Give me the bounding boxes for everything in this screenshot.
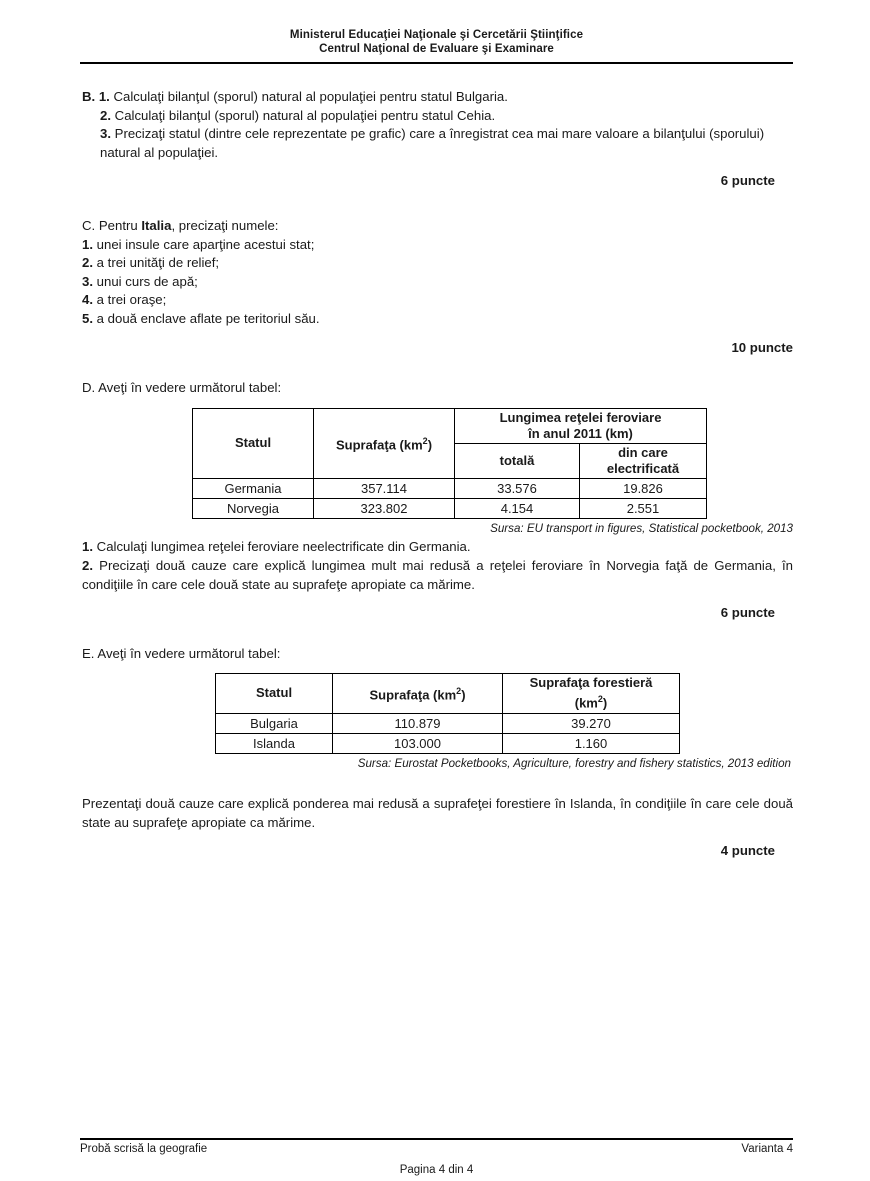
section-d-question-2 [82, 557, 793, 594]
section-c-item-2 [82, 254, 793, 273]
col-header-suprafata-exponent: 2 [456, 686, 462, 697]
cell-statul: Germania [193, 478, 314, 498]
table-railway-source: Sursa: EU transport in figures, Statistical pocketbook, 2013 [490, 521, 793, 535]
section-e-intro: E. Aveţi în vedere următorul tabel: [82, 645, 281, 661]
col-header-forestiera-unit: (km [574, 695, 598, 711]
col-header-forestiera-line-1: Suprafaţa forestieră [529, 675, 653, 691]
section-d-question-1-num: 1. [82, 539, 93, 555]
footer-top-row [80, 1143, 793, 1159]
footer-variant-label: Varianta 4 [741, 1143, 793, 1155]
col-header-statul: Statul [193, 408, 314, 478]
col-header-suprafata-exponent: 2 [422, 436, 428, 447]
cell-suprafata: 323.802 [314, 498, 455, 518]
cell-totala: 4.154 [455, 498, 580, 518]
section-d-question-1-text: Calculaţi lungimea reţelei feroviare neelectrificate din Germania. [93, 539, 471, 555]
section-c-item-5-text: a două enclave aflate pe teritoriul său. [93, 310, 320, 326]
exam-content [82, 88, 793, 861]
ministry-line-2: Centrul Naţional de Evaluare şi Examinare [319, 43, 554, 55]
spacer-e-prompt [82, 773, 793, 795]
table-railway-network [192, 408, 707, 519]
footer-page-number: Pagina 4 din 4 [399, 1164, 474, 1176]
cell-totala: 33.576 [455, 478, 580, 498]
section-c-item-2-text: a trei unităţi de relief; [93, 255, 220, 271]
footer-exam-label: Probă scrisă la geografie [80, 1143, 208, 1155]
section-c-intro-pre: C. Pentru [82, 217, 142, 233]
cell-suprafata: 103.000 [333, 733, 503, 753]
col-header-lungime-line-1: Lungimea reţelei feroviare [499, 409, 662, 425]
table-row [216, 713, 680, 733]
section-e [82, 645, 793, 861]
col-header-suprafata-close: ) [461, 687, 466, 703]
section-c-item-1-num: 1. [82, 236, 93, 252]
section-c-item-2-num: 2. [82, 255, 93, 271]
section-c [82, 217, 793, 357]
col-header-electrificata-line-2: electrificată [606, 460, 680, 476]
section-b [82, 88, 793, 191]
section-b-label: B. 1. [82, 89, 110, 104]
cell-suprafata: 110.879 [333, 713, 503, 733]
page-footer [80, 1143, 793, 1176]
section-c-intro [82, 217, 793, 236]
section-c-item-3 [82, 273, 793, 292]
section-d [82, 379, 793, 623]
section-b-item-2-num: 2. [100, 107, 111, 123]
cell-statul: Bulgaria [216, 713, 333, 733]
section-c-item-1-text: unei insule care aparţine acestui stat; [93, 236, 315, 252]
table-forest-source: Sursa: Eurostat Pocketbooks, Agriculture, forestry and fishery statistics, 2013 edition [357, 756, 791, 770]
table-row [193, 498, 707, 518]
col-header-statul: Statul [216, 674, 333, 713]
section-b-item-1-text: Calculaţi bilanţul (sporul) natural al populaţiei pentru statul Bulgaria. [109, 89, 508, 104]
section-c-item-1 [82, 236, 793, 255]
col-header-forestiera-line-2 [507, 691, 675, 711]
spacer-b-c [82, 191, 793, 217]
section-c-item-5-num: 5. [82, 310, 93, 326]
col-header-suprafata-text: Suprafaţa (km [369, 687, 457, 703]
section-b-item-1 [82, 88, 793, 107]
spacer-d-e [82, 623, 793, 645]
section-c-item-3-num: 3. [82, 273, 93, 289]
col-header-suprafata-close: ) [427, 437, 433, 453]
col-header-suprafata-text: Suprafaţa (km [335, 437, 423, 453]
section-c-item-4 [82, 291, 793, 310]
cell-electrificata: 19.826 [580, 478, 707, 498]
section-c-intro-post: , precizaţi numele: [171, 217, 279, 233]
col-header-forestiera-close: ) [602, 695, 608, 711]
section-d-points: 6 puncte [720, 605, 775, 621]
table-row-header [216, 674, 680, 713]
section-d-intro: D. Aveţi în vedere următorul tabel: [82, 380, 282, 396]
cell-forestiera: 1.160 [503, 733, 680, 753]
table-forest-area [215, 673, 680, 753]
col-header-totala: totală [455, 443, 580, 478]
section-b-item-3 [82, 125, 793, 162]
cell-electrificata: 2.551 [580, 498, 707, 518]
header-divider [80, 62, 793, 64]
section-c-item-4-text: a trei oraşe; [93, 292, 167, 308]
col-header-electrificata [580, 443, 707, 478]
col-header-lungime-line-2: în anul 2011 (km) [528, 425, 633, 441]
cell-statul: Norvegia [193, 498, 314, 518]
table-row [216, 733, 680, 753]
cell-suprafata: 357.114 [314, 478, 455, 498]
footer-divider [80, 1138, 793, 1140]
section-b-item-2 [82, 107, 793, 126]
section-b-item-3-num: 3. [100, 126, 111, 142]
table-row-header-top [193, 408, 707, 443]
col-header-forestiera [503, 674, 680, 713]
spacer-c-d [82, 357, 793, 379]
section-e-points: 4 puncte [720, 843, 775, 859]
section-b-item-2-text: Calculaţi bilanţul (sporul) natural al populaţiei pentru statul Cehia. [111, 107, 496, 123]
table-row [193, 478, 707, 498]
spacer-e-table [82, 663, 793, 673]
section-b-item-3-text: Precizaţi statul (dintre cele reprezentate pe grafic) care a înregistrat cea mai mare valoare a bilanţului (sporului) natural al populaţiei. [100, 126, 765, 160]
col-header-suprafata [314, 408, 455, 478]
section-b-points: 6 puncte [720, 173, 775, 189]
page-header [80, 28, 793, 56]
section-e-prompt: Prezentaţi două cauze care explică ponderea mai redusă a suprafeţei forestiere în Islanda, în condiţiile în care cele două state au suprafeţe apropiate ca mărime. [82, 796, 793, 830]
section-d-question-1 [82, 538, 793, 557]
section-d-question-2-text: Precizaţi două cauze care explică lungimea mult mai redusă a reţelei feroviare în Norvegia faţă de Germania, în condiţiile în care cele două state au suprafeţe apropiate ca mărime. [82, 557, 793, 592]
spacer-d-table [82, 398, 793, 408]
col-header-electrificata-line-1: din care [618, 444, 668, 460]
section-c-country: Italia [141, 217, 172, 233]
cell-statul: Islanda [216, 733, 333, 753]
col-header-suprafata [333, 674, 503, 713]
section-c-item-3-text: unui curs de apă; [93, 273, 198, 289]
ministry-line-1: Ministerul Educaţiei Naţionale şi Cercetării Ştiinţifice [289, 29, 584, 41]
section-c-item-4-num: 4. [82, 292, 93, 308]
section-d-question-2-num: 2. [82, 557, 93, 573]
col-header-lungime [455, 408, 707, 443]
col-header-forestiera-exponent: 2 [597, 694, 603, 705]
section-c-points: 10 puncte [731, 339, 793, 355]
cell-forestiera: 39.270 [503, 713, 680, 733]
section-c-item-5 [82, 310, 793, 329]
